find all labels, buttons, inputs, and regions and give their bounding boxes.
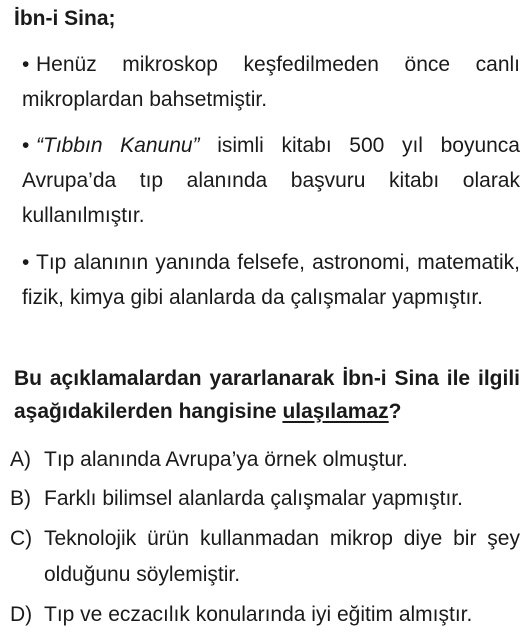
answer-option-a[interactable] [10,442,520,478]
option-letter: A) [10,448,31,471]
answer-option-b[interactable] [10,481,520,517]
bullet-text: Henüz mikroskop keşfedilmeden önce canlı mikroplardan bahsetmiştir. [22,53,520,111]
option-letter: D) [10,603,33,626]
page-title: İbn-i Sina; [14,7,116,30]
option-letter: C) [10,527,33,550]
bullet-symbol: • [22,251,30,274]
question-mark: ? [388,400,402,423]
answer-option-c[interactable] [10,521,520,593]
info-bullet [22,245,520,315]
option-letter: B) [10,487,31,510]
option-text: Farklı bilimsel alanlarda çalışmalar yapmıştır. [44,487,463,510]
bullet-symbol: • [22,53,30,76]
question-text: Bu açıklamalardan yararlanarak İbn-i Sina ile ilgili aşağıdakilerden hangisine [14,367,520,423]
question-stem [14,362,520,428]
info-bullet [22,47,520,117]
option-text: Tıp alanında Avrupa’ya örnek olmuştur. [44,448,408,471]
book-title: “Tıbbın Kanunu” [36,134,200,157]
option-text: Tıp ve eczacılık konularında iyi eğitim almıştır. [44,603,473,626]
answer-option-d[interactable] [10,597,520,633]
bullet-text: Tıp alanının yanında felsefe, astronomi, matematik, fizik, kimya gibi alanlarda da çalışmalar yapmıştır. [22,251,520,309]
bullet-text: isimli kitabı 500 yıl boyunca Avrupa’da tıp alanında başvuru kitabı olarak kullanılmıştır. [22,134,520,227]
bullet-symbol: • [22,134,30,157]
question-negation: ulaşılamaz [282,400,389,423]
option-text: Teknolojik ürün kullanmadan mikrop diye bir şey olduğunu söylemiştir. [44,527,520,586]
info-bullet [22,128,520,233]
